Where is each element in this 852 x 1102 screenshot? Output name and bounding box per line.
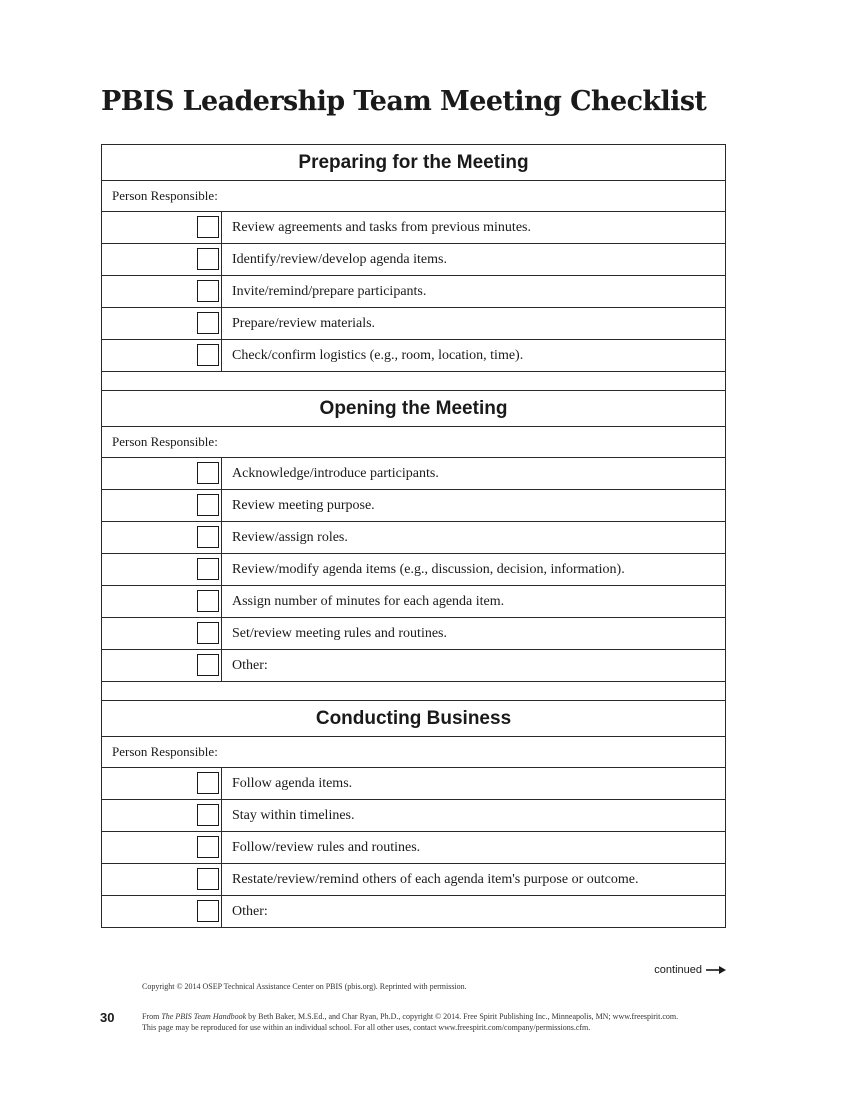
checkbox-cell [102,896,222,928]
checklist-item-text: Stay within timelines. [222,800,726,832]
section-header-row [102,701,726,737]
credit-rest: by Beth Baker, M.S.Ed., and Char Ryan, Ph.D., copyright © 2014. Free Spirit Publishing Inc., Minneapolis, MN; www.freespirit.com. [246,1012,679,1021]
checkbox[interactable] [197,772,219,794]
checklist-item-row [102,650,726,682]
checkbox[interactable] [197,804,219,826]
checkbox[interactable] [197,216,219,238]
checklist-item-row [102,618,726,650]
checkbox-cell [102,618,222,650]
checkbox[interactable] [197,868,219,890]
checkbox[interactable] [197,558,219,580]
checklist-item-text: Acknowledge/introduce participants. [222,458,726,490]
section-heading: Preparing for the Meeting [102,145,726,181]
page-number: 30 [100,1010,115,1025]
footer-credit-line-1 [142,1011,742,1022]
checkbox-cell [102,522,222,554]
checkbox[interactable] [197,248,219,270]
checkbox-cell [102,586,222,618]
checklist-item-row [102,276,726,308]
footer-credit-line-2: This page may be reproduced for use within an individual school. For all other uses, contact www.freespirit.com/company/permissions.cfm. [142,1023,591,1032]
checklist-item-row [102,864,726,896]
checklist-item-text: Follow/review rules and routines. [222,832,726,864]
section-heading: Conducting Business [102,701,726,737]
checklist-item-text: Other: [222,896,726,928]
checklist-item-row [102,212,726,244]
checklist-item-row [102,308,726,340]
person-responsible-row [102,427,726,458]
checkbox[interactable] [197,622,219,644]
checklist-item-text: Review agreements and tasks from previous minutes. [222,212,726,244]
checklist-item-text: Restate/review/remind others of each agenda item's purpose or outcome. [222,864,726,896]
person-responsible-field[interactable]: Person Responsible: [102,181,726,212]
checkbox-cell [102,650,222,682]
checklist-body [102,145,726,928]
checklist-item-text: Review/assign roles. [222,522,726,554]
arrow-right-icon [706,965,726,975]
spacer-cell [102,372,726,391]
checklist-item-text: Prepare/review materials. [222,308,726,340]
footer-credit [142,1011,742,1033]
checklist-item-row [102,586,726,618]
section-header-row [102,391,726,427]
checkbox[interactable] [197,526,219,548]
checklist-item-row [102,768,726,800]
checkbox[interactable] [197,494,219,516]
checklist-item-text: Check/confirm logistics (e.g., room, location, time). [222,340,726,372]
checklist-item-text: Identify/review/develop agenda items. [222,244,726,276]
checkbox-cell [102,308,222,340]
checkbox-cell [102,276,222,308]
checklist-item-text: Set/review meeting rules and routines. [222,618,726,650]
checklist-item-row [102,244,726,276]
checklist-item-text: Other: [222,650,726,682]
checkbox-cell [102,768,222,800]
checkbox-cell [102,554,222,586]
section-header-row [102,145,726,181]
checkbox-cell [102,864,222,896]
person-responsible-field[interactable]: Person Responsible: [102,427,726,458]
checkbox[interactable] [197,590,219,612]
checkbox-cell [102,832,222,864]
checklist-item-text: Review meeting purpose. [222,490,726,522]
person-responsible-field[interactable]: Person Responsible: [102,737,726,768]
checklist-item-text: Invite/remind/prepare participants. [222,276,726,308]
copyright-notice: Copyright © 2014 OSEP Technical Assistance Center on PBIS (pbis.org). Reprinted with permission. [142,982,467,991]
checklist-item-row [102,896,726,928]
checkbox[interactable] [197,344,219,366]
checkbox-cell [102,340,222,372]
credit-prefix: From [142,1012,162,1021]
person-responsible-row [102,181,726,212]
checkbox-cell [102,458,222,490]
checklist-item-row [102,458,726,490]
continued-label: continued [654,964,702,976]
checklist-item-text: Assign number of minutes for each agenda item. [222,586,726,618]
person-responsible-row [102,737,726,768]
checkbox-cell [102,244,222,276]
checklist-item-row [102,554,726,586]
book-title: The PBIS Team Handbook [161,1012,247,1021]
checklist-item-row [102,490,726,522]
checklist-item-row [102,800,726,832]
checklist-item-row [102,522,726,554]
checkbox[interactable] [197,900,219,922]
checkbox[interactable] [197,654,219,676]
spacer-cell [102,682,726,701]
section-spacer [102,372,726,391]
checklist-item-text: Follow agenda items. [222,768,726,800]
checkbox-cell [102,490,222,522]
checkbox-cell [102,800,222,832]
checklist-item-text: Review/modify agenda items (e.g., discussion, decision, information). [222,554,726,586]
checklist-item-row [102,340,726,372]
checkbox-cell [102,212,222,244]
checkbox[interactable] [197,280,219,302]
page-title: PBIS Leadership Team Meeting Checklist [101,86,707,117]
checkbox[interactable] [197,312,219,334]
section-spacer [102,682,726,701]
checkbox[interactable] [197,462,219,484]
continued-indicator [654,964,726,976]
meeting-checklist-table [101,144,726,928]
section-heading: Opening the Meeting [102,391,726,427]
checklist-item-row [102,832,726,864]
checkbox[interactable] [197,836,219,858]
